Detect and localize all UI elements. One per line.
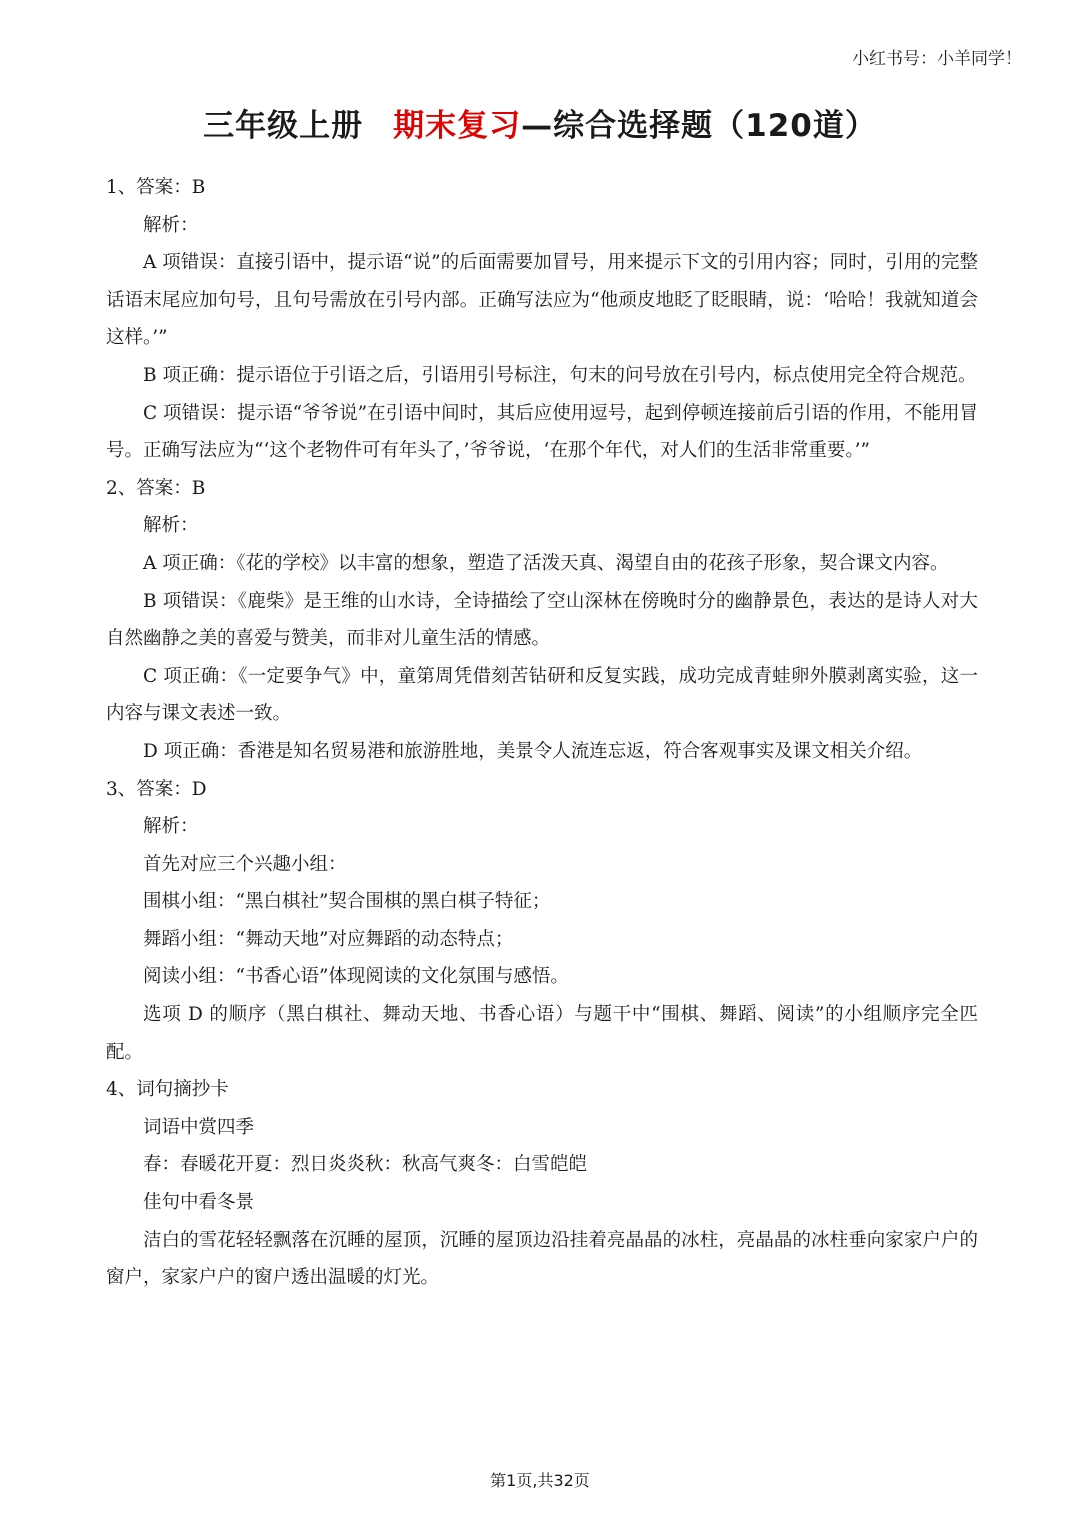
analysis-paragraph: D 项正确：香港是知名贸易港和旅游胜地，美景令人流连忘返，符合客观事实及课文相关介绍。 <box>143 740 923 762</box>
card-line: 春：春暖花开夏：烈日炎炎秋：秋高气爽冬：白雪皑皑 <box>143 1154 588 1176</box>
title-grade: 三年级上册 <box>203 108 364 144</box>
analysis-label: 解析： <box>143 214 199 236</box>
analysis-paragraph: 围棋小组：“黑白棋社”契合围棋的黑白棋子特征； <box>143 891 551 913</box>
card-heading: 词语中赏四季 <box>143 1116 255 1138</box>
title-subject: —综合选择题（120道） <box>521 108 877 144</box>
header-note: 小红书号：小羊同学！ <box>852 49 1022 69</box>
question-answer: 2、答案：B <box>106 477 206 499</box>
page-number: 第1页,共32页 <box>490 1471 590 1490</box>
analysis-paragraph: 首先对应三个兴趣小组： <box>143 853 347 875</box>
question-answer: 3、答案：D <box>106 778 207 800</box>
analysis-label: 解析： <box>143 515 199 537</box>
analysis-paragraph: C 项正确：《一定要争气》中，童第周凭借刻苦钻研和反复实践，成功完成青蛙卵外膜剥离实验，这一内容与课文表述一致。 <box>106 665 978 725</box>
analysis-label: 解析： <box>143 816 199 838</box>
analysis-paragraph: 舞蹈小组：“舞动天地”对应舞蹈的动态特点； <box>143 928 514 950</box>
document-body <box>106 169 978 1297</box>
analysis-paragraph: A 项正确：《花的学校》以丰富的想象，塑造了活泼天真、渴望自由的花孩子形象，契合课文内容。 <box>143 552 949 574</box>
analysis-paragraph: B 项正确：提示语位于引语之后，引语用引号标注，句末的问号放在引号内，标点使用完全符合规范。 <box>143 364 977 386</box>
analysis-paragraph: C 项错误：提示语“爷爷说”在引语中间时，其后应使用逗号，起到停顿连接前后引语的作用，不能用冒号。正确写法应为“‘这个老物件可有年头了，’爷爷说，‘在那个年代，对人们的生活非常重要。’” <box>106 402 978 462</box>
analysis-paragraph: 阅读小组：“书香心语”体现阅读的文化氛围与感悟。 <box>143 966 569 988</box>
card-heading: 佳句中看冬景 <box>143 1192 255 1214</box>
page-title <box>0 100 1080 145</box>
card-line: 洁白的雪花轻轻飘落在沉睡的屋顶，沉睡的屋顶边沿挂着亮晶晶的冰柱，亮晶晶的冰柱垂向家家户户的窗户，家家户户的窗户透出温暖的灯光。 <box>106 1229 978 1289</box>
question-answer: 4、词句摘抄卡 <box>106 1079 229 1101</box>
analysis-paragraph: A 项错误：直接引语中，提示语“说”的后面需要加冒号，用来提示下文的引用内容；同时，引用的完整话语末尾应加句号，且句号需放在引号内部。正确写法应为“他顽皮地眨了眨眼睛，说：‘哈哈！我就知道会这样。’” <box>106 252 978 349</box>
analysis-paragraph: B 项错误：《鹿柴》是王维的山水诗，全诗描绘了空山深林在傍晚时分的幽静景色，表达的是诗人对大自然幽静之美的喜爱与赞美，而非对儿童生活的情感。 <box>106 590 978 650</box>
question-answer: 1、答案：B <box>106 177 206 198</box>
analysis-paragraph: 选项 D 的顺序（黑白棋社、舞动天地、书香心语）与题干中“围棋、舞蹈、阅读”的小组顺序完全匹配。 <box>106 1004 978 1063</box>
title-highlight: 期末复习 <box>393 108 522 144</box>
